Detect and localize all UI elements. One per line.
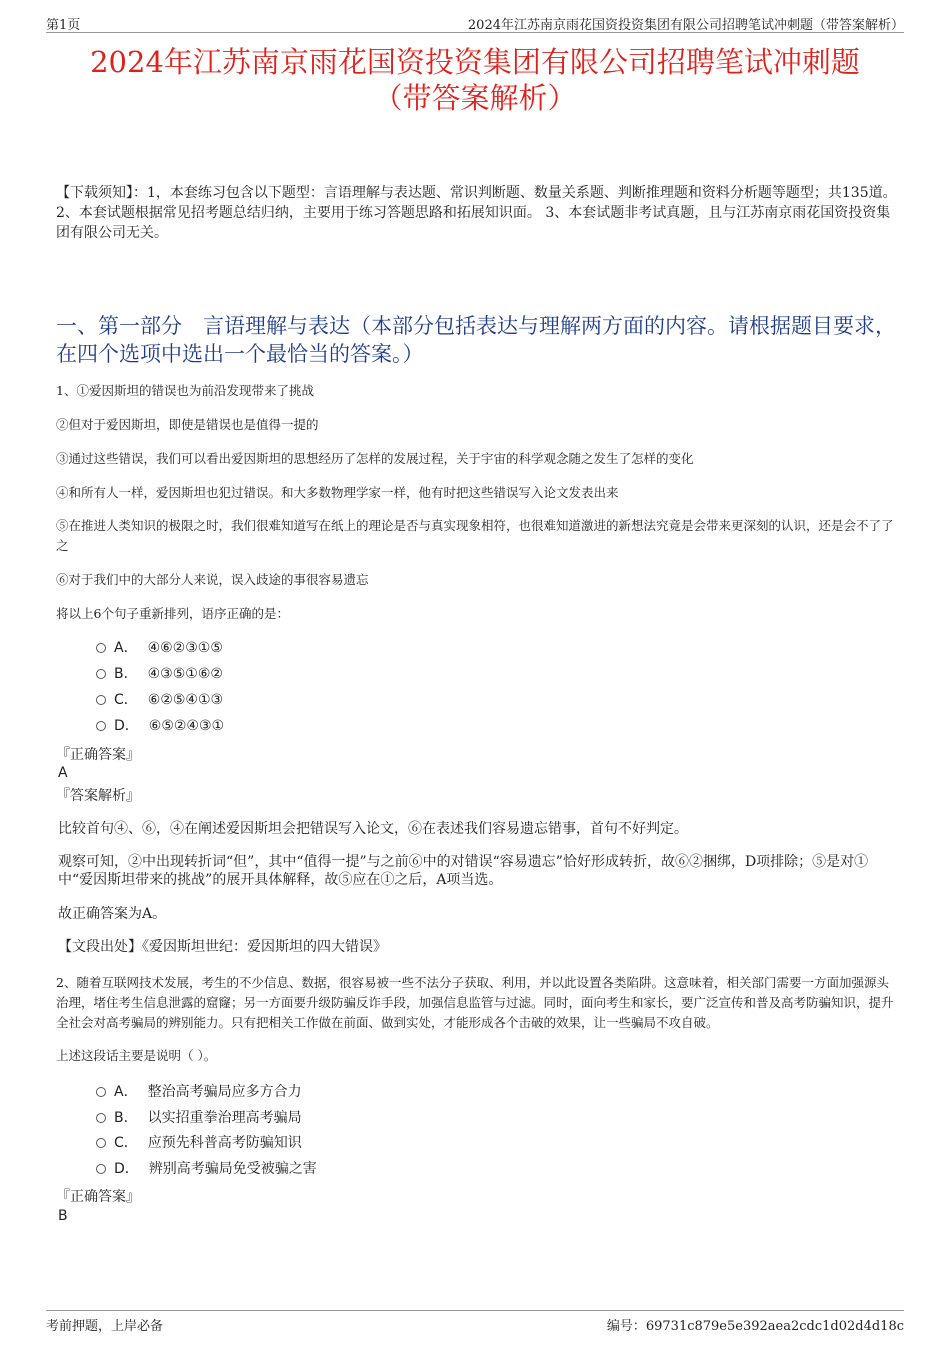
radio-icon[interactable] (96, 669, 106, 679)
radio-icon[interactable] (96, 695, 106, 705)
running-header-title: 2024年江苏南京雨花国资投资集团有限公司招聘笔试冲刺题（带答案解析） (467, 18, 904, 33)
radio-icon[interactable] (96, 1164, 106, 1174)
q1-answer: A (58, 765, 68, 781)
q2-option-d[interactable]: D． 辨别高考骗局免受被骗之害 (96, 1159, 317, 1179)
q1-analysis-1: 比较首句④、⑥，④在阐述爱因斯坦会把错误写入论文，⑥在表述我们容易遗忘错事，首句不好判定。 (58, 821, 688, 837)
header-divider (46, 32, 904, 33)
radio-icon[interactable] (96, 1087, 106, 1097)
q1-option-c[interactable]: C． ⑥②⑤④①③ (96, 690, 223, 710)
q1-prompt: 将以上6个句子重新排列，语序正确的是： (56, 606, 289, 621)
footer-slogan: 考前押题，上岸必备 (46, 1319, 164, 1334)
q1-option-a[interactable]: A． ④⑥②③①⑤ (96, 638, 223, 658)
q2-option-a[interactable]: A． 整治高考骗局应多方合力 (96, 1082, 302, 1102)
footer-divider (46, 1310, 904, 1311)
q1-sentence-6: ⑥对于我们中的大部分人来说，误入歧途的事很容易遗忘 (56, 572, 369, 587)
download-notice: 【下载须知】：1，本套练习包含以下题型：言语理解与表达题、常识判断题、数量关系题、判断推理题和资料分析题等题型；共135道。 2、本套试题根据常见招考题总结归纳，主要用于练习答题思路和拓展知识面。 3、本套试题非考试真题，且与江苏南京雨花国资投资集团有限公司无关。 (56, 185, 897, 241)
q1-sentence-5: ⑤在推进人类知识的极限之时，我们很难知道写在纸上的理论是否与真实现象相符，也很难知道激进的新想法究竟是会带来更深刻的认识，还是会不了了之 (56, 518, 894, 553)
section-heading: 一、第一部分 言语理解与表达（本部分包括表达与理解两方面的内容。请根据题目要求，在四个选项中选出一个最恰当的答案。） (56, 314, 896, 366)
q1-sentence-3: ③通过这些错误，我们可以看出爱因斯坦的思想经历了怎样的发展过程，关于宇宙的科学观念随之发生了怎样的变化 (56, 451, 694, 466)
document-title (30, 44, 920, 116)
title-line-1: 2024年江苏南京雨花国资投资集团有限公司招聘笔试冲刺题 (90, 45, 860, 79)
q2-answer: B (58, 1208, 68, 1224)
q1-option-d[interactable]: D． ⑥⑤②④③① (96, 716, 224, 736)
q1-source: 【文段出处】《爱因斯坦世纪：爱因斯坦的四大错误》 (58, 939, 387, 955)
title-line-2: （带答案解析） (373, 81, 577, 115)
q1-analysis-2: 观察可知，②中出现转折词“但”，其中“值得一提”与之前⑥中的对错误“容易遗忘”恰好形成转折，故⑥②捆绑，D项排除；⑤是对①中“爱因斯坦带来的挑战”的展开具体解释，故⑤应在①之后，A项当选。 (58, 854, 869, 888)
page-number: 第1页 (46, 18, 81, 33)
q1-analysis-3: 故正确答案为A。 (58, 906, 167, 922)
q1-sentence-1: 1、①爱因斯坦的错误也为前沿发现带来了挑战 (56, 383, 314, 398)
q1-sentence-2: ②但对于爱因斯坦，即使是错误也是值得一提的 (56, 417, 319, 432)
radio-icon[interactable] (96, 643, 106, 653)
q1-sentence-4: ④和所有人一样，爱因斯坦也犯过错误。和大多数物理学家一样，他有时把这些错误写入论文发表出来 (56, 485, 619, 500)
q2-stem: 2、随着互联网技术发展，考生的不少信息、数据，很容易被一些不法分子获取、利用，并以此设置各类陷阱。这意味着，相关部门需要一方面加强源头治理，堵住考生信息泄露的窟窿；另一方面要升级防骗反诈手段，加强信息监管与过滤。同时，面向考生和家长，要广泛宣传和普及高考防骗知识，提升全社会对高考骗局的辨别能力。只有把相关工作做在前面、做到实处，才能形成各个击破的效果，让一些骗局不攻自破。 (56, 975, 894, 1030)
document-id: 编号：69731c879e5e392aea2cdc1d02d4d18c (606, 1319, 904, 1334)
radio-icon[interactable] (96, 1138, 106, 1148)
q1-answer-tag: 『正确答案』 (56, 747, 140, 763)
q2-option-c[interactable]: C． 应预先科普高考防骗知识 (96, 1133, 302, 1153)
q1-option-b[interactable]: B． ④③⑤①⑥② (96, 664, 223, 684)
q2-prompt: 上述这段话主要是说明（ ）。 (56, 1048, 217, 1063)
radio-icon[interactable] (96, 1113, 106, 1123)
q1-analysis-tag: 『答案解析』 (56, 788, 140, 804)
q2-answer-tag: 『正确答案』 (56, 1189, 140, 1205)
radio-icon[interactable] (96, 721, 106, 731)
q2-option-b[interactable]: B． 以实招重拳治理高考骗局 (96, 1108, 302, 1128)
